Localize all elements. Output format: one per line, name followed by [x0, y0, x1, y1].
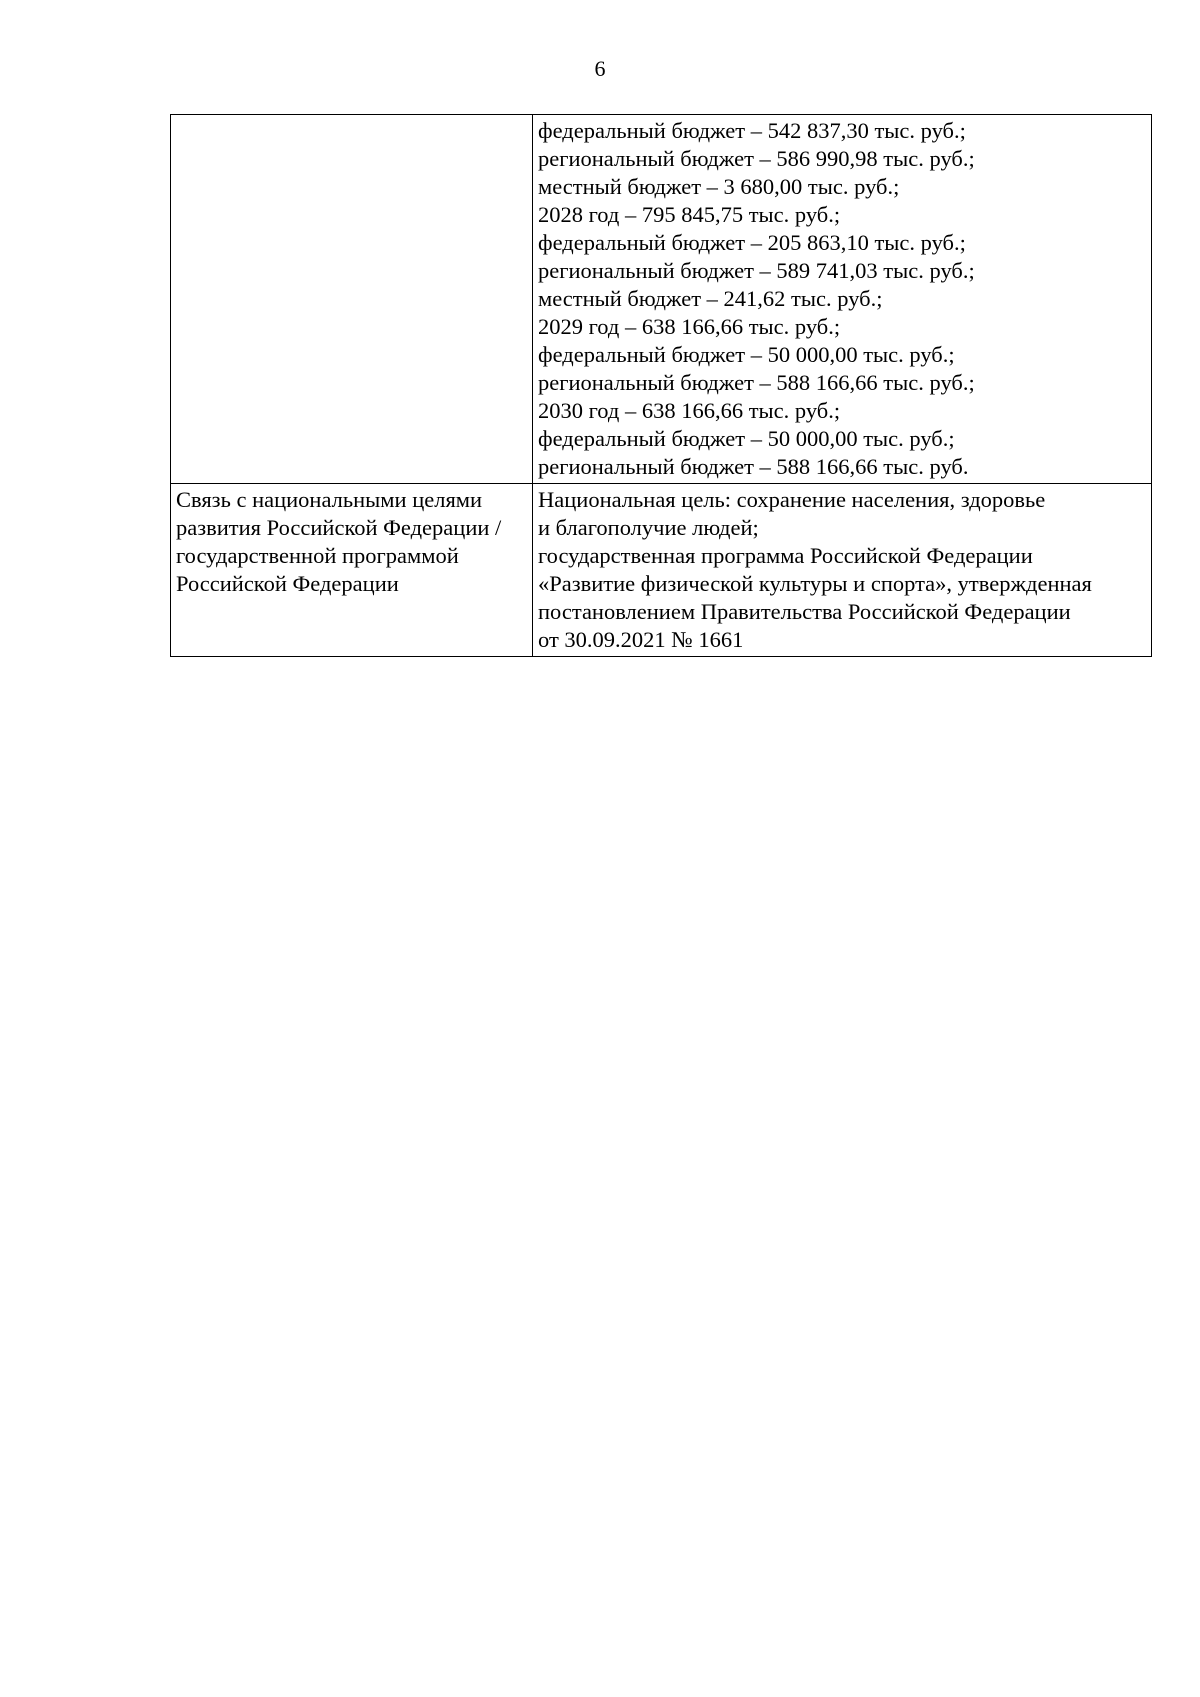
value-line: 2029 год – 638 166,66 тыс. руб.; [538, 314, 841, 339]
passport-table [170, 114, 1152, 657]
value-line: постановлением Правительства Российской Федерации [538, 599, 1071, 624]
row-label-cell [171, 484, 533, 657]
value-line: региональный бюджет – 588 166,66 тыс. руб.; [538, 370, 975, 395]
page-number: 6 [594, 56, 606, 81]
value-line: 2030 год – 638 166,66 тыс. руб.; [538, 398, 841, 423]
value-line: Национальная цель: сохранение населения, здоровье [538, 487, 1046, 512]
value-line: региональный бюджет – 589 741,03 тыс. руб.; [538, 258, 975, 283]
value-line: «Развитие физической культуры и спорта», утвержденная [538, 571, 1092, 596]
value-line: государственная программа Российской Федерации [538, 543, 1033, 568]
label-line: Связь с национальными целями [176, 487, 483, 512]
value-line: федеральный бюджет – 542 837,30 тыс. руб.; [538, 118, 966, 143]
value-line: федеральный бюджет – 205 863,10 тыс. руб.; [538, 230, 966, 255]
value-line: региональный бюджет – 586 990,98 тыс. руб.; [538, 146, 975, 171]
table-row-national-goals [171, 484, 1152, 657]
value-line: от 30.09.2021 № 1661 [538, 627, 744, 652]
row-value-cell [533, 115, 1152, 484]
table-row-financing [171, 115, 1152, 484]
row-label-cell [171, 115, 533, 484]
value-line: местный бюджет – 3 680,00 тыс. руб.; [538, 174, 900, 199]
label-line: Российской Федерации [176, 571, 399, 596]
value-line: местный бюджет – 241,62 тыс. руб.; [538, 286, 883, 311]
table-body [171, 115, 1152, 657]
value-line: федеральный бюджет – 50 000,00 тыс. руб.; [538, 426, 955, 451]
value-line: федеральный бюджет – 50 000,00 тыс. руб.; [538, 342, 955, 367]
value-line: и благополучие людей; [538, 515, 759, 540]
row-value-cell [533, 484, 1152, 657]
label-line: развития Российской Федерации / [176, 515, 502, 540]
value-line: 2028 год – 795 845,75 тыс. руб.; [538, 202, 841, 227]
value-line: региональный бюджет – 588 166,66 тыс. руб. [538, 454, 969, 479]
label-line: государственной программой [176, 543, 459, 568]
